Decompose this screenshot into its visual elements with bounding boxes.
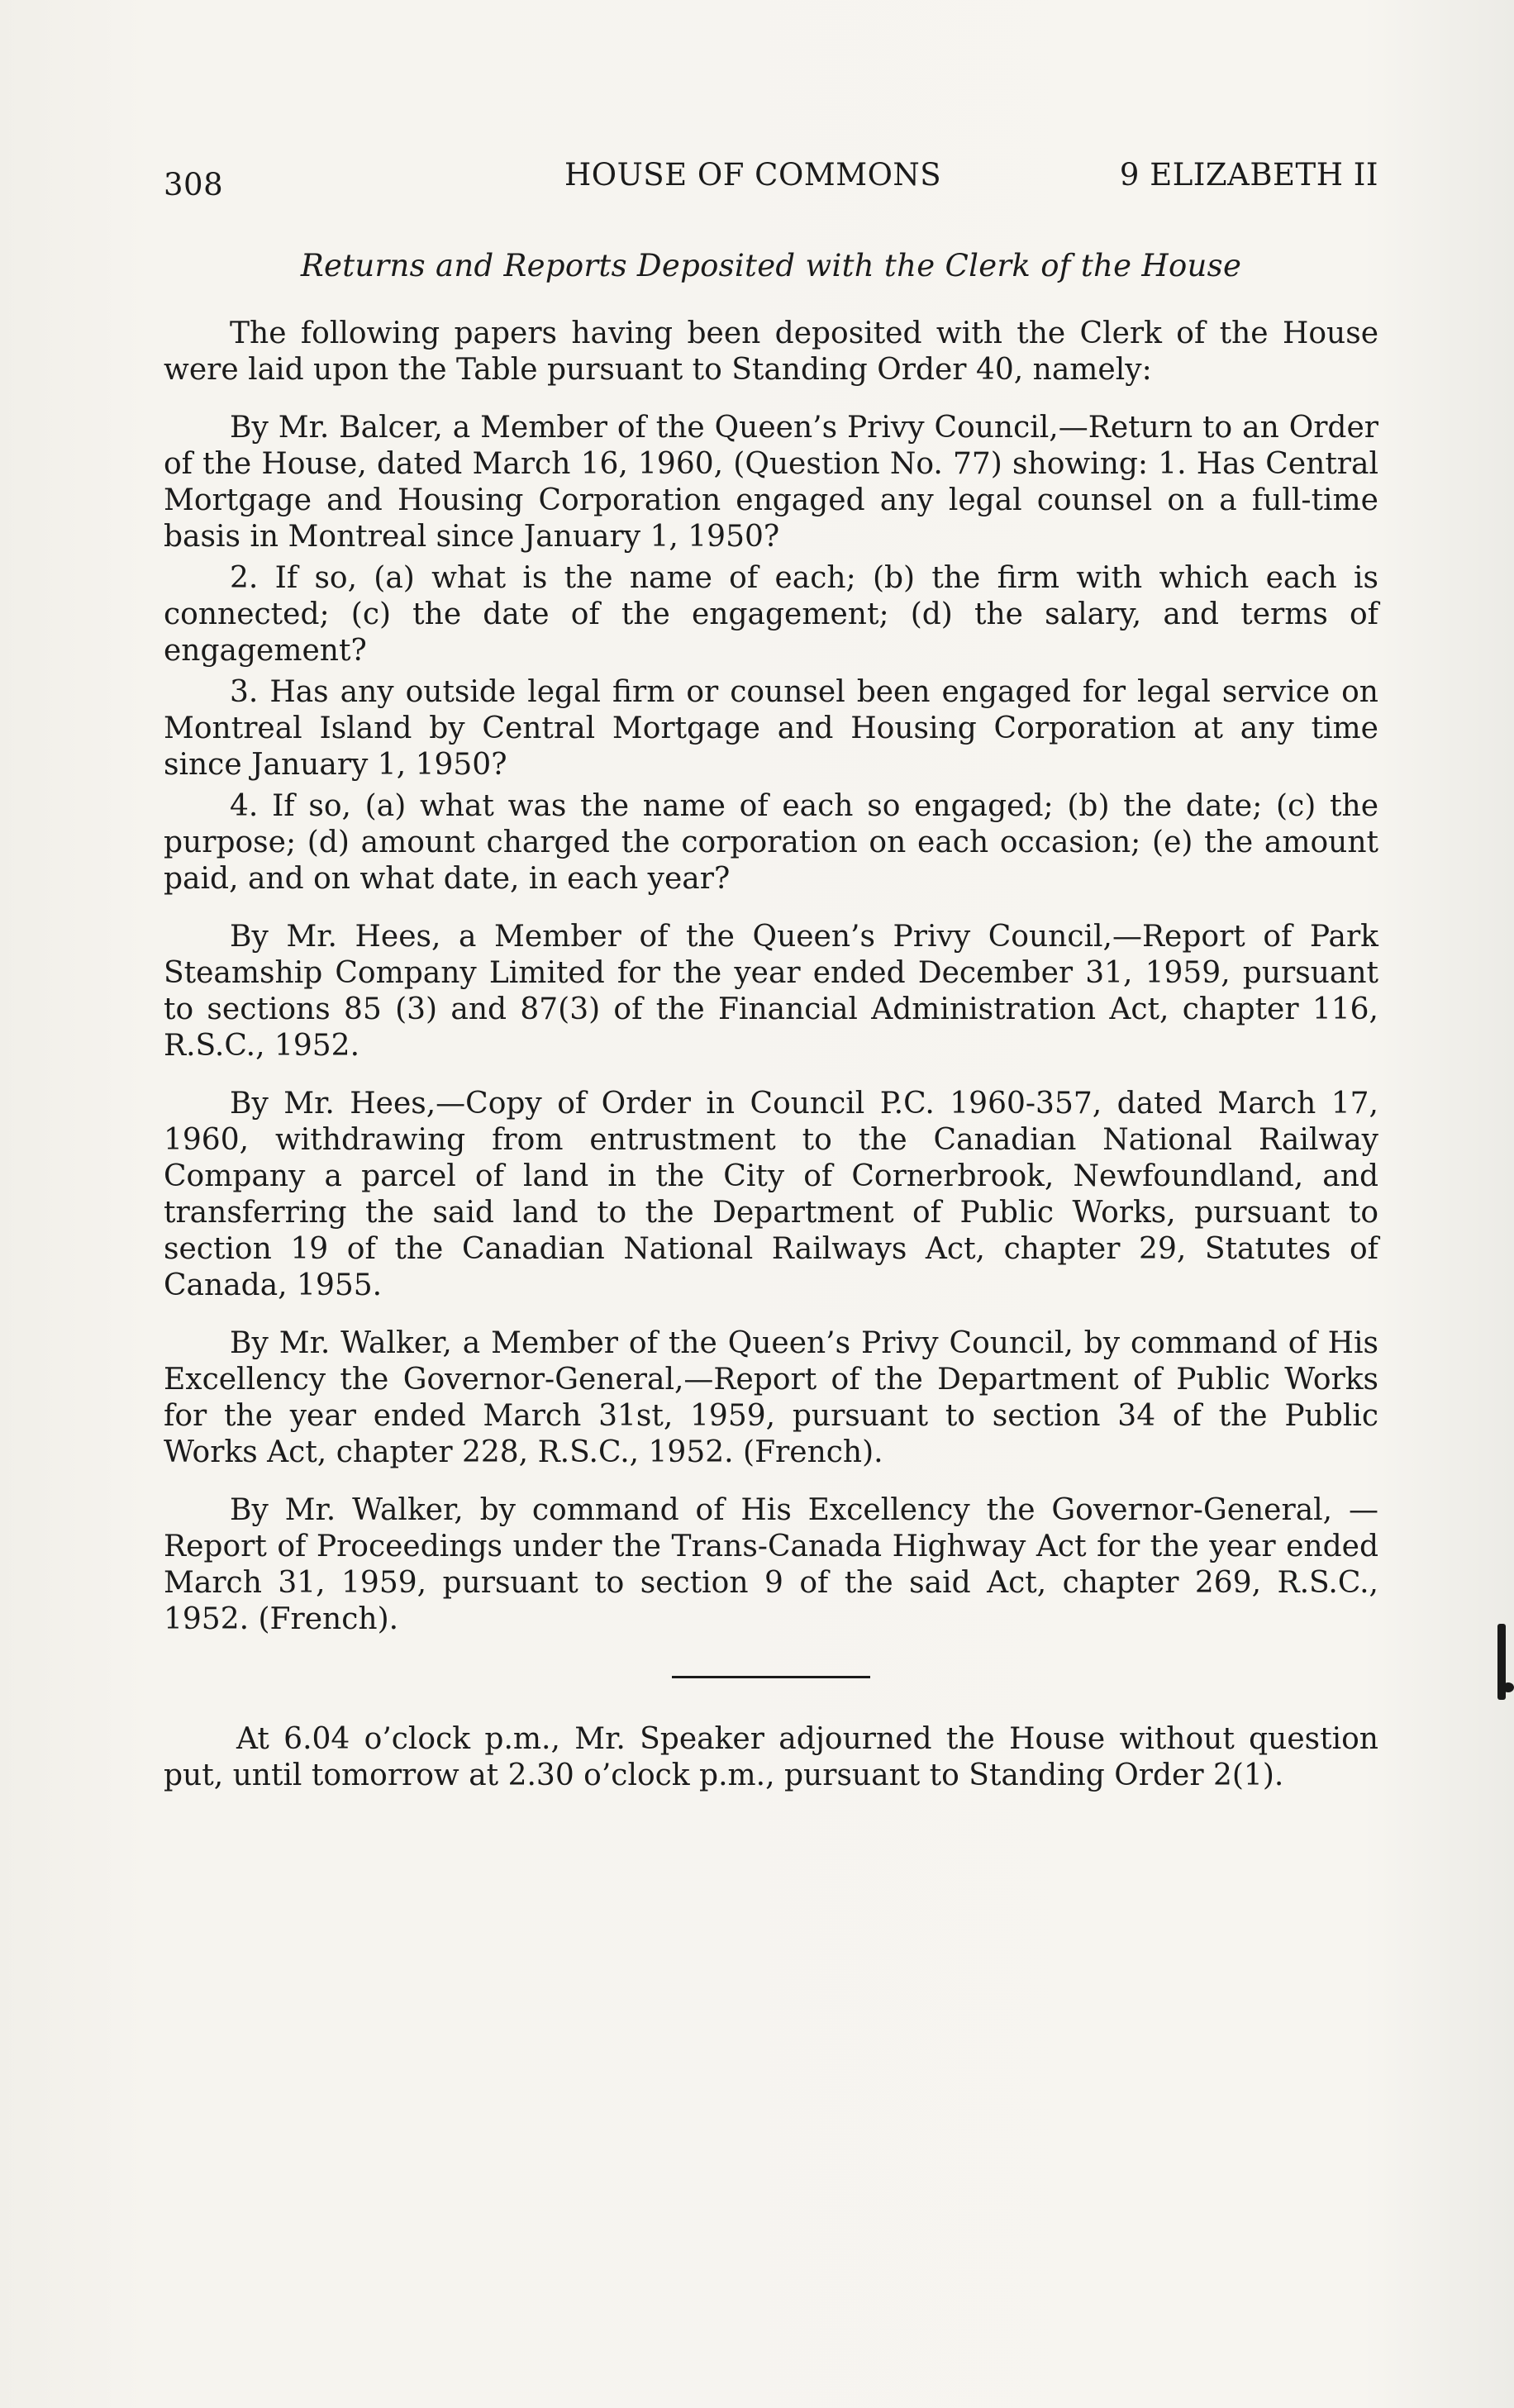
return-balcer-paragraph: By Mr. Balcer, a Member of the Queen’s Privy Council,—Return to an Order of the House, dated March 16, 1960, (Question No. 77) showing: 1. Has Central Mortgage and Housing Corporation engaged any legal counsel on a full-time basis in Montreal since January 1, 1950? [164,411,1378,554]
intro-paragraph: The following papers having been deposited with the Clerk of the House were laid upon the Table pursuant to Standing Order 40, namely: [164,316,1378,387]
question-item-2: 2. If so, (a) what is the name of each; (b) the firm with which each is connected; (c) the date of the engagement; (d) the salary, and terms of engagement? [164,561,1378,668]
regnal-year: 9 ELIZABETH II [1119,157,1378,193]
section-divider [672,1676,870,1678]
page-number: 308 [164,167,224,202]
adjournment-paragraph: At 6.04 o’clock p.m., Mr. Speaker adjourned the House without question put, until tomorrow at 2.30 o’clock p.m., pursuant to Standing Order 2(1). [164,1722,1378,1792]
order-hees-paragraph: By Mr. Hees,—Copy of Order in Council P.C. 1960-357, dated March 17, 1960, withdrawing from entrustment to the Canadian National Railway Company a parcel of land in the City of Cornerbrook, Newfoundland, and transferring the said land to the Department of Public Works, pursuant to section 19 of the Canadian National Railways Act, chapter 29, Statutes of Canada, 1955. [164,1087,1378,1302]
running-header [164,157,1378,202]
report-hees-paragraph: By Mr. Hees, a Member of the Queen’s Privy Council,—Report of Park Steamship Company Limited for the year ended December 31, 1959, pursuant to sections 85 (3) and 87(3) of the Financial Administration Act, chapter 116, R.S.C., 1952. [164,920,1378,1063]
document-body [164,316,1378,1794]
section-title: Returns and Reports Deposited with the Clerk of the House [300,248,1242,283]
report-walker-highway-paragraph: By Mr. Walker, by command of His Excellency the Governor-General, —Report of Proceedings under the Trans-Canada Highway Act for the year ended March 31, 1959, pursuant to section 9 of the said Act, chapter 269, R.S.C., 1952. (French). [164,1493,1378,1636]
question-item-4: 4. If so, (a) what was the name of each so engaged; (b) the date; (c) the purpose; (d) amount charged the corporation on each occasion; (e) the amount paid, and on what date, in each year? [164,789,1378,896]
report-walker-public-works-paragraph: By Mr. Walker, a Member of the Queen’s Privy Council, by command of His Excellency the Governor-General,—Report of the Department of Public Works for the year ended March 31st, 1959, pursuant to section 34 of the Public Works Act, chapter 228, R.S.C., 1952. (French). [164,1326,1378,1469]
page-edge-tab-tip [1502,1682,1514,1692]
running-title: HOUSE OF COMMONS [564,157,942,193]
question-item-3: 3. Has any outside legal firm or counsel been engaged for legal service on Montreal Island by Central Mortgage and Housing Corporation at any time since January 1, 1950? [164,675,1378,782]
